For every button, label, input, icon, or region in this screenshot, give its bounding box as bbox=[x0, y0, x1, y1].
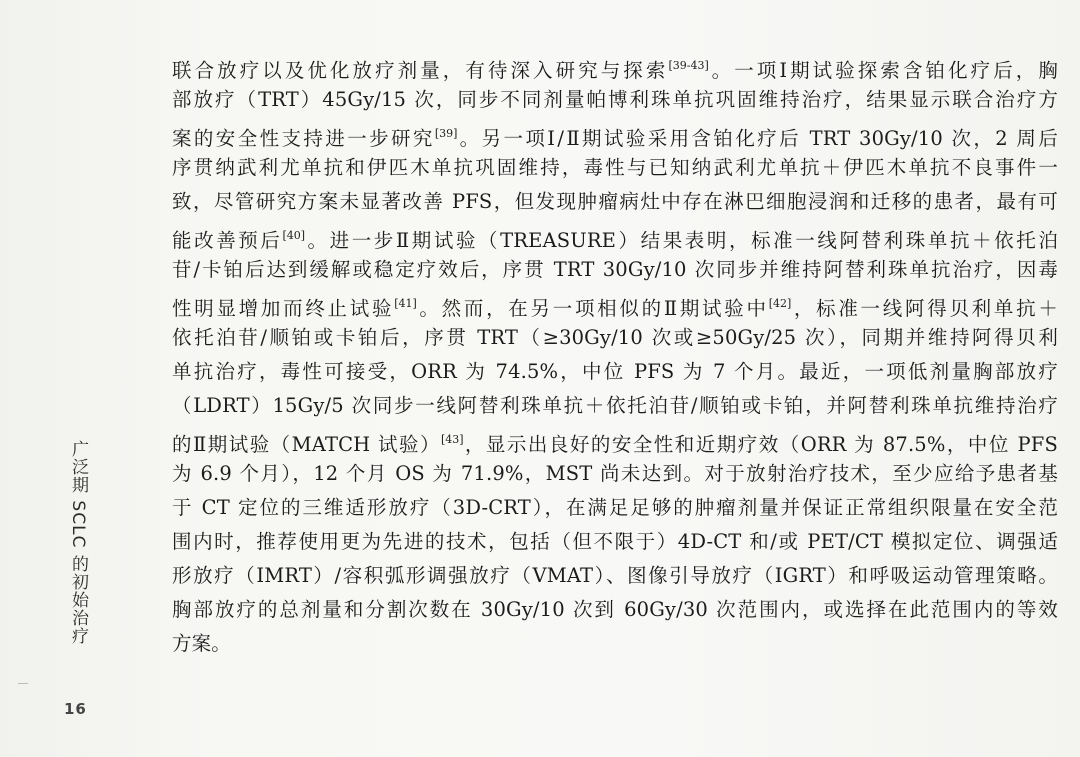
citation-superscript: [42] bbox=[768, 297, 792, 310]
page-number: 16 bbox=[64, 700, 87, 718]
text-run: 胸部放疗的总剂量和分割次数在 30Gy/10 次到 60Gy/30 次范围内，或选择在此范围内的等效 bbox=[172, 598, 1058, 621]
text-line bbox=[172, 525, 1058, 559]
text-line bbox=[172, 49, 1058, 83]
text-line bbox=[172, 491, 1058, 525]
text-run: 方案。 bbox=[172, 632, 231, 655]
text-line bbox=[172, 253, 1058, 287]
text-run: 序贯纳武利尤单抗和伊匹木单抗巩固维持，毒性与已知纳武利尤单抗＋伊匹木单抗不良事件一 bbox=[172, 156, 1058, 179]
text-line bbox=[172, 151, 1058, 185]
text-run: 依托泊苷/顺铂或卡铂后，序贯 TRT（≥30Gy/10 次或≥50Gy/25 次），同期并维持阿得贝利 bbox=[172, 326, 1058, 349]
citation-superscript: [39-43] bbox=[668, 59, 709, 72]
text-run: 联合放疗以及优化放疗剂量，有待深入研究与探索 bbox=[172, 59, 669, 82]
text-run: 的Ⅱ期试验（MATCH 试验） bbox=[172, 433, 441, 456]
text-run: 于 CT 定位的三维适形放疗（3D-CRT），在满足足够的肿瘤剂量并保证正常组织限量在安全范 bbox=[172, 496, 1058, 519]
edge-mark bbox=[18, 683, 28, 684]
text-run: 。然而，在另一项相似的Ⅱ期试验中 bbox=[416, 297, 769, 320]
text-line bbox=[172, 627, 1058, 661]
text-run: 案的安全性支持进一步研究 bbox=[172, 127, 435, 150]
citation-superscript: [40] bbox=[282, 229, 306, 242]
text-run: 致，尽管研究方案未显著改善 PFS，但发现肿瘤病灶中存在淋巴细胞浸润和迁移的患者，最有可 bbox=[172, 190, 1058, 213]
citation-superscript: [39] bbox=[434, 127, 458, 140]
citation-superscript: [43] bbox=[440, 433, 464, 446]
text-run: 围内时，推荐使用更为先进的技术，包括（但不限于）4D-CT 和/或 PET/CT 模拟定位、调强适 bbox=[172, 530, 1058, 553]
text-run: 。另一项Ⅰ/Ⅱ期试验采用含铂化疗后 TRT 30Gy/10 次，2 周后 bbox=[457, 127, 1058, 150]
text-line bbox=[172, 457, 1058, 491]
text-line bbox=[172, 287, 1058, 321]
text-run: 单抗治疗，毒性可接受，ORR 为 74.5%，中位 PFS 为 7 个月。最近，一项低剂量胸部放疗 bbox=[172, 360, 1058, 383]
text-run: （LDRT）15Gy/5 次同步一线阿替利珠单抗＋依托泊苷/顺铂或卡铂，并阿替利珠单抗维持治疗 bbox=[172, 394, 1058, 417]
text-run: ，标准一线阿得贝利单抗＋ bbox=[791, 297, 1058, 320]
text-run: 性明显增加而终止试验 bbox=[172, 297, 395, 320]
body-paragraph bbox=[172, 49, 1058, 661]
text-run: 形放疗（IMRT）/容积弧形调强放疗（VMAT）、图像引导放疗（IGRT）和呼吸运动管理策略。 bbox=[172, 564, 1058, 587]
citation-superscript: [41] bbox=[394, 297, 417, 310]
text-run: 苷/卡铂后达到缓解或稳定疗效后，序贯 TRT 30Gy/10 次同步并维持阿替利珠单抗治疗，因毒 bbox=[172, 258, 1058, 281]
text-line bbox=[172, 559, 1058, 593]
text-line bbox=[172, 219, 1058, 253]
text-line bbox=[172, 117, 1058, 151]
text-run: 部放疗（TRT）45Gy/15 次，同步不同剂量帕博利珠单抗巩固维持治疗，结果显示联合治疗方 bbox=[172, 88, 1058, 111]
text-line bbox=[172, 593, 1058, 627]
text-run: 。一项Ⅰ期试验探索含铂化疗后，胸 bbox=[708, 59, 1058, 82]
text-line bbox=[172, 389, 1058, 423]
text-line bbox=[172, 321, 1058, 355]
chapter-side-header: 广泛期 SCLC 的初始治疗 bbox=[68, 440, 88, 645]
text-line bbox=[172, 355, 1058, 389]
text-line bbox=[172, 423, 1058, 457]
text-run: ，显示出良好的安全性和近期疗效（ORR 为 87.5%，中位 PFS bbox=[463, 433, 1058, 456]
text-line bbox=[172, 185, 1058, 219]
text-line bbox=[172, 83, 1058, 117]
text-run: 为 6.9 个月），12 个月 OS 为 71.9%，MST 尚未达到。对于放射治疗技术，至少应给予患者基 bbox=[172, 462, 1058, 485]
text-run: 能改善预后 bbox=[172, 229, 283, 252]
text-run: 。进一步Ⅱ期试验（TREASURE）结果表明，标准一线阿替利珠单抗＋依托泊 bbox=[305, 229, 1058, 252]
